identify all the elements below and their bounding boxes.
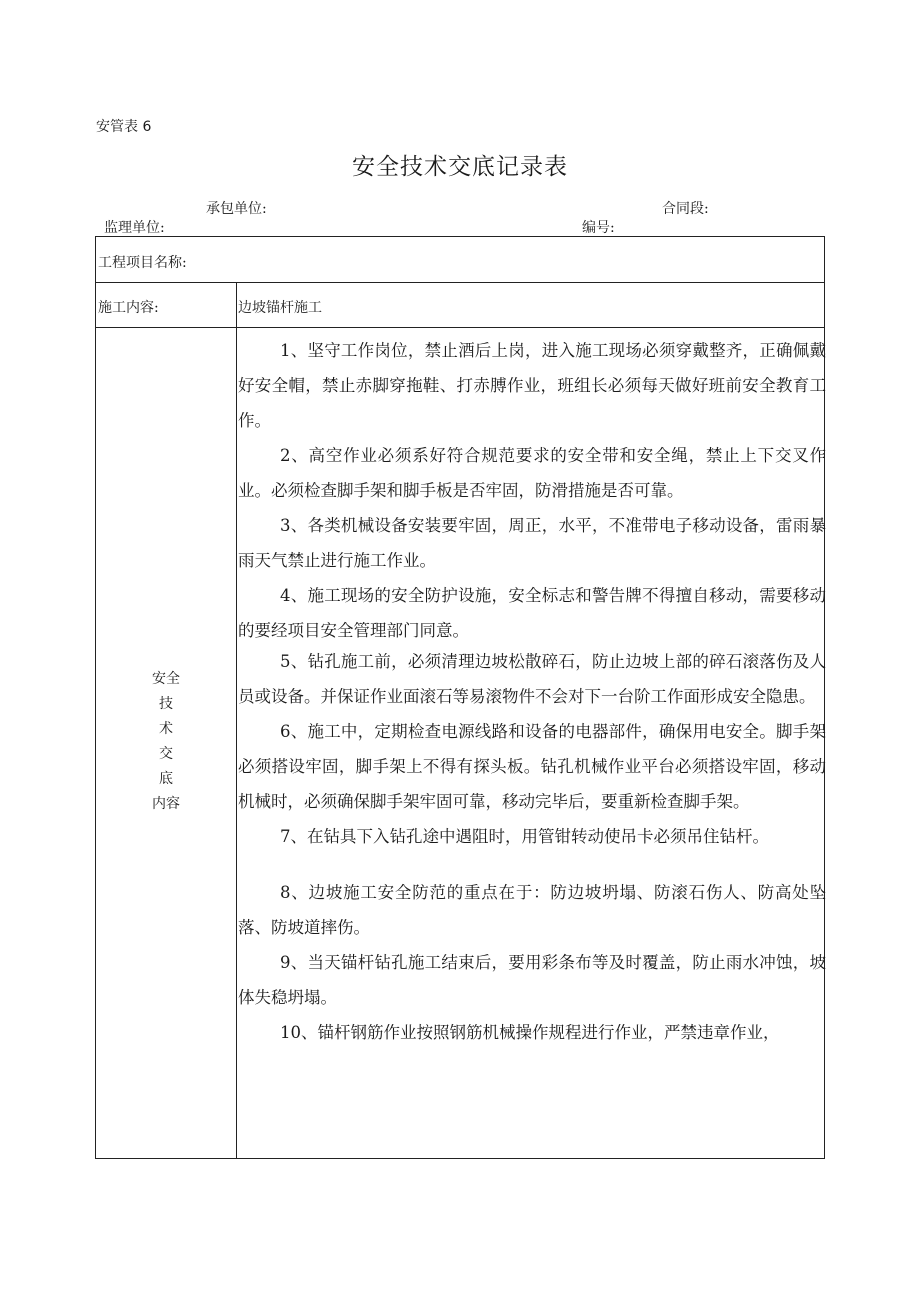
contractor-label: 承包单位: <box>206 201 267 217</box>
row-divider <box>96 282 824 283</box>
record-table <box>95 236 825 1159</box>
side-label-line: 技 <box>159 696 173 712</box>
safety-point: 5、钻孔施工前，必须清理边坡松散碎石，防止边坡上部的碎石滚落伤及人员或设备。并保证作业面滚石等易滚物件不会对下一台阶工作面形成安全隐患。 <box>238 652 826 706</box>
safety-point: 7、在钻具下入钻孔途中遇阻时，用管钳转动使吊卡必须吊住钻杆。 <box>280 827 769 846</box>
safety-point: 1、坚守工作岗位，禁止酒后上岗，进入施工现场必须穿戴整齐，正确佩戴好安全帽，禁止赤脚穿拖鞋、打赤膊作业，班组长必须每天做好班前安全教育工作。 <box>238 341 826 430</box>
safety-briefing-content-label <box>96 667 236 817</box>
column-divider <box>236 282 237 1158</box>
safety-points-list <box>238 333 826 1050</box>
record-number-label: 编号: <box>582 220 615 236</box>
construction-content-value: 边坡锚杆施工 <box>238 300 322 316</box>
construction-content-label: 施工内容: <box>98 300 159 316</box>
form-code: 安管表 6 <box>96 119 152 135</box>
contract-section-label: 合同段: <box>662 201 709 217</box>
safety-point: 2、高空作业必须系好符合规范要求的安全带和安全绳，禁止上下交叉作业。必须检查脚手架和脚手板是否牢固，防滑措施是否可靠。 <box>238 446 826 500</box>
safety-point: 9、当天锚杆钻孔施工结束后，要用彩条布等及时覆盖，防止雨水冲蚀，坡体失稳坍塌。 <box>238 953 826 1007</box>
safety-point: 6、施工中，定期检查电源线路和设备的电器部件，确保用电安全。脚手架必须搭设牢固，脚手架上不得有探头板。钻孔机械作业平台必须搭设牢固，移动机械时，必须确保脚手架牢固可靠，移动完毕后，要重新检查脚手架。 <box>238 722 826 811</box>
safety-point: 4、施工现场的安全防护设施，安全标志和警告牌不得擅自移动，需要移动的要经项目安全管理部门同意。 <box>238 586 826 640</box>
side-label-line: 安全 <box>152 671 180 687</box>
supervisor-label: 监理单位: <box>104 220 165 236</box>
row-divider <box>96 327 824 328</box>
safety-point: 3、各类机械设备安装要牢固，周正，水平，不准带电子移动设备，雷雨暴雨天气禁止进行施工作业。 <box>238 516 826 570</box>
project-name-label: 工程项目名称: <box>98 255 187 271</box>
side-label-line: 底 <box>159 771 173 787</box>
page-title: 安全技术交底记录表 <box>352 154 568 180</box>
safety-point: 10、锚杆钢筋作业按照钢筋机械操作规程进行作业，严禁违章作业， <box>280 1023 780 1042</box>
side-label-line: 交 <box>159 746 173 762</box>
side-label-line: 内容 <box>152 796 180 812</box>
side-label-line: 术 <box>159 721 173 737</box>
safety-point: 8、边坡施工安全防范的重点在于：防边坡坍塌、防滚石伤人、防高处坠落、防坡道摔伤。 <box>238 883 826 937</box>
